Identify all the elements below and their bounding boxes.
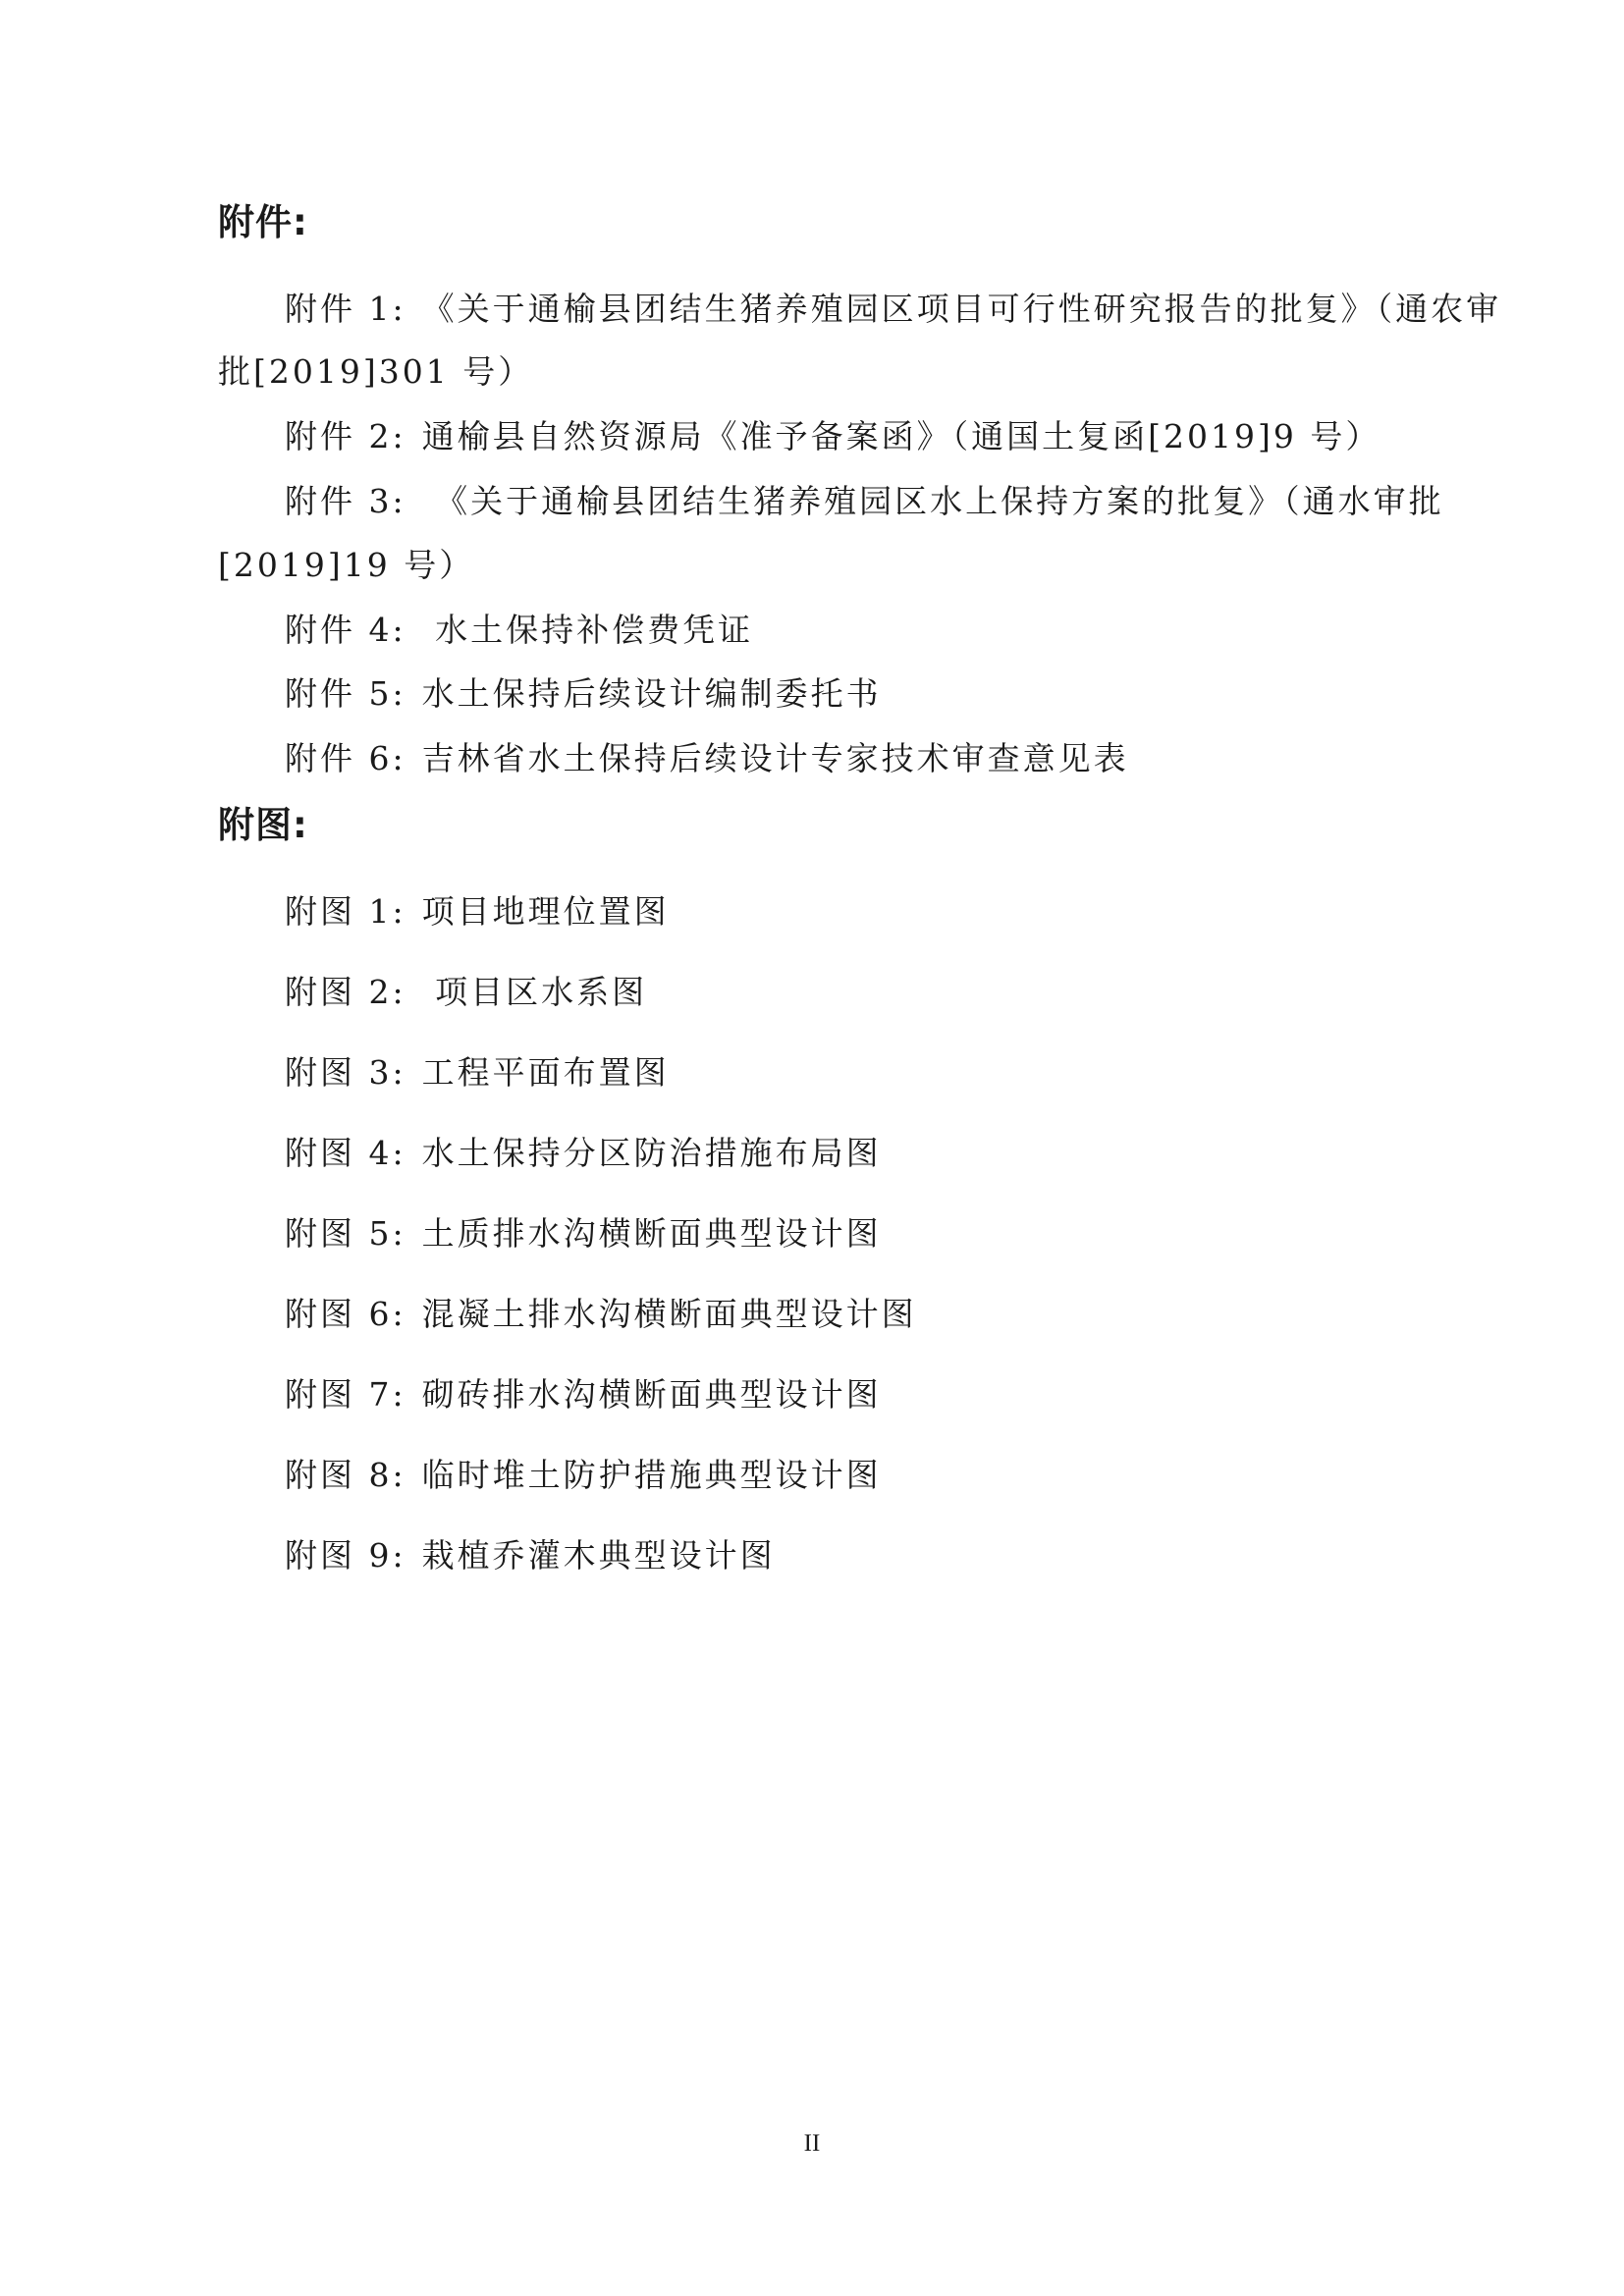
attachment-label: 附件 4: xyxy=(285,611,406,649)
figure-label: 附图 7: xyxy=(285,1375,406,1414)
attachment-label: 附件 1: xyxy=(285,290,406,328)
figure-label: 附图 4: xyxy=(285,1134,406,1172)
figure-text: 土质排水沟横断面典型设计图 xyxy=(421,1214,882,1253)
attachment-text: 《关于通榆县团结生猪养殖园区水上保持方案的批复》（通水审批 xyxy=(421,482,1444,520)
figure-label: 附图 1: xyxy=(285,892,406,931)
attachment-item-2 xyxy=(285,417,1381,455)
figure-text: 砌砖排水沟横断面典型设计图 xyxy=(421,1375,882,1414)
figure-item-1 xyxy=(285,892,670,931)
figure-label: 附图 9: xyxy=(285,1536,406,1575)
figure-item-2 xyxy=(285,973,648,1011)
figure-item-7 xyxy=(285,1375,882,1414)
figure-item-8 xyxy=(285,1456,882,1494)
attachment-text: 吉林省水土保持后续设计专家技术审查意见表 xyxy=(421,739,1129,777)
figure-item-6 xyxy=(285,1295,917,1333)
attachment-text: 通榆县自然资源局《准予备案函》（通国土复函[2019]9 号） xyxy=(421,417,1381,455)
figure-item-4 xyxy=(285,1134,882,1172)
attachment-text: 水土保持后续设计编制委托书 xyxy=(421,674,882,713)
figure-label: 附图 5: xyxy=(285,1214,406,1253)
attachment-text: 水土保持补偿费凭证 xyxy=(421,611,754,649)
figure-text: 水土保持分区防治措施布局图 xyxy=(421,1134,882,1172)
figure-text: 栽植乔灌木典型设计图 xyxy=(421,1536,776,1575)
figure-label: 附图 2: xyxy=(285,973,406,1011)
figure-text: 工程平面布置图 xyxy=(421,1053,670,1092)
figure-label: 附图 8: xyxy=(285,1456,406,1494)
attachment-text: 《关于通榆县团结生猪养殖园区项目可行性研究报告的批复》（通农审 xyxy=(421,290,1502,328)
figure-label: 附图 6: xyxy=(285,1295,406,1333)
attachment-label: 附件 2: xyxy=(285,417,406,455)
figure-label: 附图 3: xyxy=(285,1053,406,1092)
attachment-item-5 xyxy=(285,674,882,713)
figure-item-9 xyxy=(285,1536,776,1575)
attachment-item-1 xyxy=(285,290,1502,328)
figure-text: 项目区水系图 xyxy=(421,973,648,1011)
figure-item-3 xyxy=(285,1053,670,1092)
attachment-item-3 xyxy=(285,482,1444,520)
attachment-label: 附件 6: xyxy=(285,739,406,777)
attachment-item-1-continuation: 批[2019]301 号） xyxy=(218,352,534,391)
figure-text: 混凝土排水沟横断面典型设计图 xyxy=(421,1295,917,1333)
attachment-item-6 xyxy=(285,739,1129,777)
figure-text: 临时堆土防护措施典型设计图 xyxy=(421,1456,882,1494)
figure-item-5 xyxy=(285,1214,882,1253)
attachment-label: 附件 5: xyxy=(285,674,406,713)
page-number: II xyxy=(803,2130,821,2157)
figures-heading: 附图: xyxy=(218,804,308,846)
figure-text: 项目地理位置图 xyxy=(421,892,670,931)
attachment-item-3-continuation: [2019]19 号） xyxy=(218,546,475,584)
attachments-heading: 附件: xyxy=(218,201,308,243)
attachment-label: 附件 3: xyxy=(285,482,406,520)
attachment-item-4 xyxy=(285,611,754,649)
